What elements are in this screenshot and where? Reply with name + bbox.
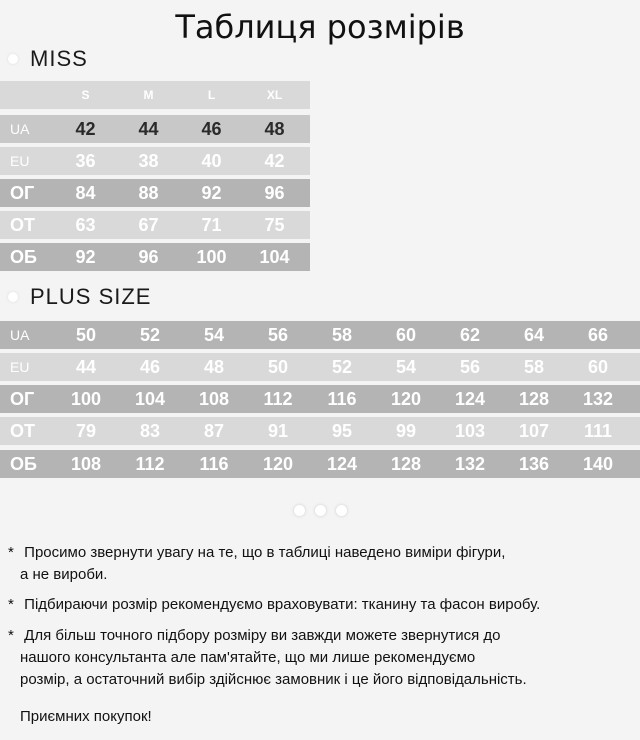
miss-heading-label: MISS [30, 46, 88, 71]
table-cell: 92 [75, 246, 96, 267]
miss-row-eu [0, 147, 310, 175]
table-cell: 48 [264, 118, 285, 139]
table-cell: 44 [75, 356, 97, 377]
closing-text: Приємних покупок! [20, 708, 152, 725]
carousel-dots [0, 505, 640, 516]
asterisk: * [8, 627, 14, 644]
table-cell: 88 [138, 182, 159, 203]
size-label: S [81, 88, 90, 102]
note-fabric [8, 594, 628, 616]
table-cell: 140 [582, 453, 614, 474]
row-label: ОБ [10, 246, 37, 267]
table-cell: 42 [75, 118, 96, 139]
table-cell: 116 [327, 388, 357, 409]
table-cell: 71 [201, 214, 222, 235]
table-cell: 108 [198, 388, 230, 409]
table-cell: 46 [139, 356, 161, 377]
table-cell: 99 [395, 420, 417, 441]
dot-icon [336, 505, 347, 516]
note-text: а не вироби. [20, 566, 108, 583]
plus-row-ob [0, 450, 640, 478]
note-measurements [8, 542, 628, 586]
dot-icon [294, 505, 305, 516]
table-cell: 60 [395, 324, 417, 345]
plus-size-heading [8, 284, 151, 310]
plus-size-heading-label: PLUS SIZE [30, 284, 152, 309]
table-cell: 120 [262, 453, 294, 474]
row-label: EU [10, 153, 30, 169]
page-title: Таблиця розмірів [175, 8, 465, 46]
table-cell: 58 [523, 356, 545, 377]
row-label: ОГ [10, 388, 35, 409]
note-text: Просимо звернути увагу на те, що в таблиці наведено виміри фігури, [24, 544, 506, 561]
row-label: UA [10, 327, 30, 343]
table-cell: 112 [135, 453, 165, 474]
table-cell: 54 [395, 356, 417, 377]
table-cell: 104 [259, 246, 290, 267]
table-cell: 104 [134, 388, 166, 409]
table-cell: 87 [203, 420, 225, 441]
table-cell: 50 [75, 324, 97, 345]
table-cell: 54 [203, 324, 225, 345]
table-cell: 48 [203, 356, 225, 377]
table-cell: 120 [390, 388, 422, 409]
row-label: ОТ [10, 214, 35, 235]
miss-row-ot [0, 211, 310, 239]
table-cell: 66 [587, 324, 609, 345]
table-cell: 40 [201, 150, 222, 171]
bullet-dot-icon [8, 54, 18, 64]
row-label: UA [10, 121, 30, 137]
size-label: L [207, 88, 216, 102]
table-cell: 52 [331, 356, 353, 377]
table-cell: 108 [70, 453, 102, 474]
note-consultant [8, 625, 628, 691]
table-cell: 112 [263, 388, 293, 409]
size-label: XL [266, 88, 283, 102]
dot-icon [315, 505, 326, 516]
asterisk: * [8, 544, 14, 561]
table-cell: 111 [583, 420, 613, 441]
table-cell: 128 [390, 453, 422, 474]
table-cell: 79 [75, 420, 97, 441]
table-cell: 44 [138, 118, 159, 139]
miss-row-og [0, 179, 310, 207]
size-label: M [143, 88, 154, 102]
table-cell: 100 [70, 388, 102, 409]
table-cell: 132 [454, 453, 486, 474]
bullet-dot-icon [8, 292, 18, 302]
table-cell: 103 [454, 420, 486, 441]
table-cell: 91 [267, 420, 289, 441]
table-cell: 64 [523, 324, 545, 345]
table-cell: 67 [138, 214, 159, 235]
table-cell: 107 [518, 420, 550, 441]
table-cell: 75 [264, 214, 285, 235]
table-cell: 42 [264, 150, 285, 171]
table-cell: 136 [518, 453, 550, 474]
table-cell: 124 [454, 388, 486, 409]
row-label: EU [10, 359, 30, 375]
table-cell: 63 [75, 214, 96, 235]
row-label: ОГ [10, 182, 35, 203]
table-cell: 132 [582, 388, 614, 409]
asterisk: * [8, 596, 14, 613]
table-cell: 38 [138, 150, 159, 171]
table-cell: 52 [139, 324, 161, 345]
note-text: Підбираючи розмір рекомендуємо враховувати: тканину та фасон виробу. [24, 596, 541, 613]
table-cell: 50 [267, 356, 289, 377]
table-cell: 128 [518, 388, 550, 409]
table-cell: 56 [267, 324, 289, 345]
note-text: розмір, а остаточний вибір здійснює замовник і це його відповідальність. [20, 671, 527, 688]
miss-size-header-row [0, 81, 310, 109]
row-label: ОТ [10, 420, 35, 441]
note-text: Для більш точного підбору розміру ви завжди можете звернутися до [24, 627, 501, 644]
plus-row-eu [0, 353, 640, 381]
table-cell: 96 [138, 246, 159, 267]
table-cell: 62 [459, 324, 481, 345]
miss-row-ob [0, 243, 310, 271]
table-cell: 100 [196, 246, 227, 267]
table-cell: 83 [139, 420, 161, 441]
table-cell: 116 [199, 453, 229, 474]
plus-row-og [0, 385, 640, 413]
table-cell: 56 [459, 356, 481, 377]
table-cell: 36 [75, 150, 96, 171]
note-text: нашого консультанта але пам'ятайте, що ми лише рекомендуємо [20, 649, 476, 666]
plus-row-ua [0, 321, 640, 349]
table-cell: 92 [201, 182, 222, 203]
plus-row-ot [0, 417, 640, 445]
miss-row-ua [0, 115, 310, 143]
table-cell: 95 [331, 420, 353, 441]
table-cell: 58 [331, 324, 353, 345]
table-cell: 60 [587, 356, 609, 377]
table-cell: 46 [201, 118, 222, 139]
table-cell: 96 [264, 182, 285, 203]
table-cell: 124 [326, 453, 358, 474]
miss-heading [8, 46, 88, 72]
table-cell: 84 [75, 182, 96, 203]
row-label: ОБ [10, 453, 37, 474]
